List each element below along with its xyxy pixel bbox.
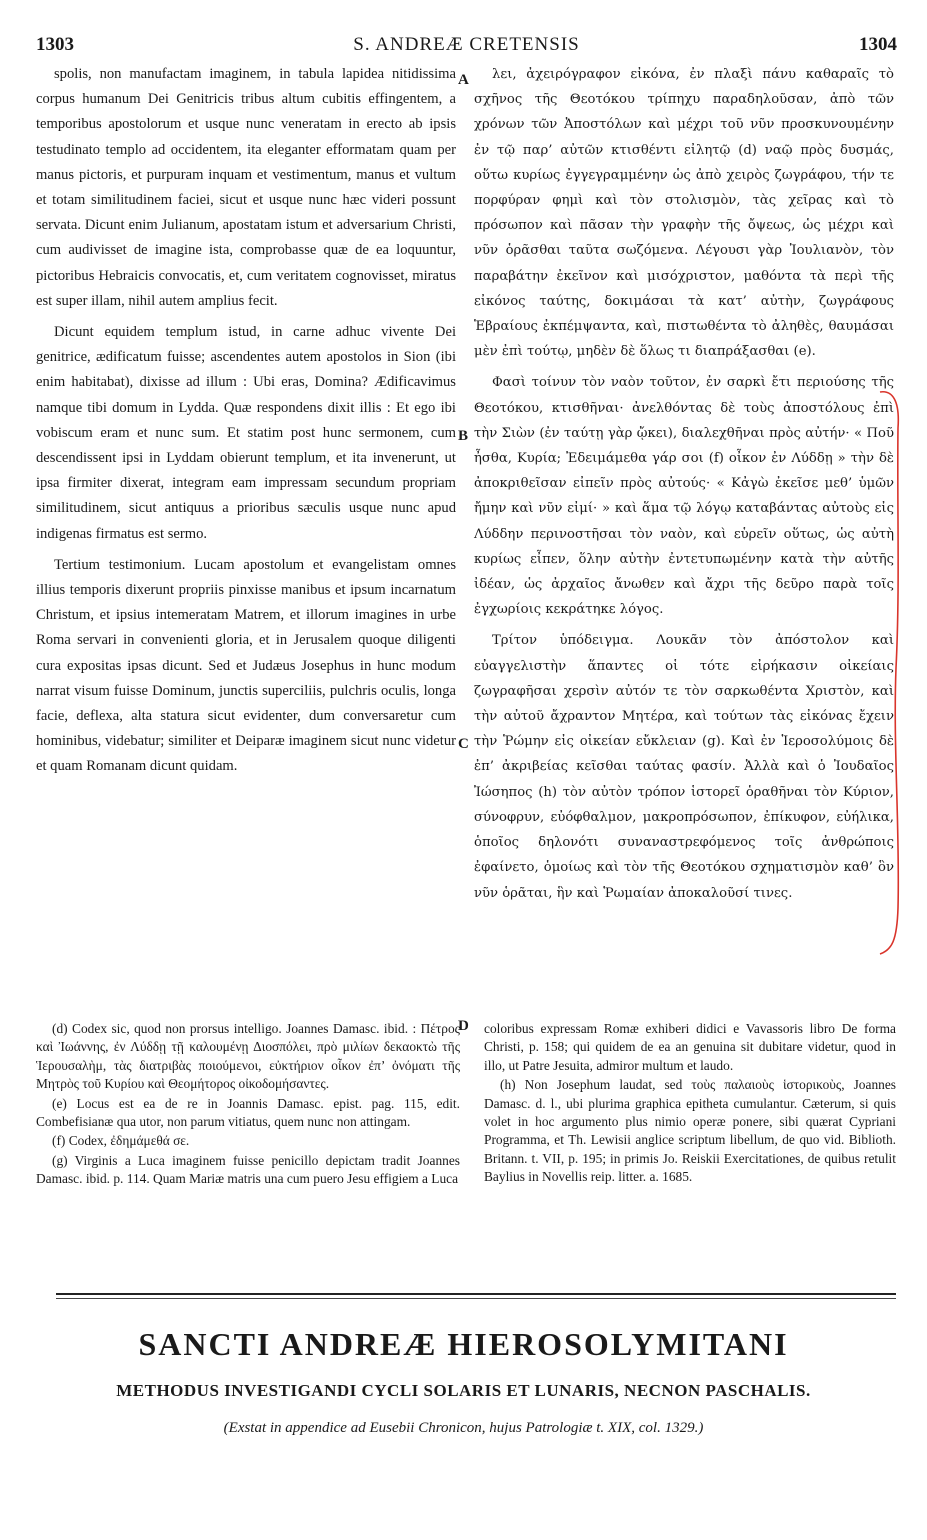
margin-letter-b: B xyxy=(458,428,469,444)
greek-paragraph: λει, ἀχειρόγραφον εἰκόνα, ἐν πλαξὶ πάνυ καθαραῖς τὸ σχῆνος τῆς Θεοτόκου τρίπηχυ παραδηλοῦσαν, ἀπὸ τῶν χρόνων τῶν Ἀποστόλων καὶ μέχρι τοῦ νῦν προσκυνουμένην ἐν τῷ παρ’ αὐτῶν κτισθέντι εἰλητῷ (d) ναῷ πρὸς δυσμάς, οὕτω κυρίως ἐγγεγραμμένην ὡς ἀπὸ χειρὸς ζωγράφου, τήν τε πορφύραν φημὶ καὶ τὸν στολισμὸν, τὰς χεῖρας καὶ τὸ πρόσωπον καὶ πᾶσαν τὴν γραφὴν τῆς ὄψεως, ὡς μέχρι καὶ νῦν ὁρᾶσθαι ταῦτα σωζόμενα. Λέγουσι γὰρ Ἰουλιανὸν, τὸν παραβάτην ἐκεῖνον καὶ μισόχριστον, μαθόντα τὰ περὶ τῆς εἰκόνος ταύτης, δοκιμάσαι τὰ κατ’ αὐτὴν, ζωγράφους Ἑβραίους ἐκπέμψαντα, καὶ, πιστωθέντα τὸ ἀληθὲς, θαυμάσαι μὲν ἐπὶ τούτῳ, μηδὲν δὲ ὅλως τι διαπράξασθαι (e). xyxy=(474,67,894,360)
section-divider xyxy=(56,1293,896,1295)
greek-column xyxy=(474,62,894,906)
margin-letter-a: A xyxy=(458,72,469,88)
margin-letter-d: D xyxy=(458,1018,469,1034)
footnote: (f) Codex, ἐδημάμεθά σε. xyxy=(52,1133,190,1149)
section-source-note: (Exstat in appendice ad Eusebii Chronicon, hujus Patrologiæ t. XIX, col. 1329.) xyxy=(223,1420,704,1436)
footnote: (d) Codex sic, quod non prorsus intelligo. Joannes Damasc. ibid. : Πέτρος καὶ Ἰωάννης, ἐν Λύδδῃ τῇ καλουμένῃ Διοσπόλει, πρὸ μιλίων δεκαοκτὼ τῆς Ἱερουσαλὴμ, τὰς διατριβὰς ποιούμενοι, εὐκτήριον οἶκον ἐπ’ ὀνόματι τῆς Μητρὸς τοῦ Κυρίου καὶ Θεομήτορος οἰκοδομήσαντες. xyxy=(36,1021,460,1092)
running-title: S. ANDREÆ CRETENSIS xyxy=(353,34,580,55)
red-bracket-annotation xyxy=(878,388,908,958)
margin-letter-c: C xyxy=(458,736,469,752)
column-number-left: 1303 xyxy=(36,34,74,55)
running-header xyxy=(36,34,897,60)
footnote: coloribus expressam Romæ exhiberi didici e Vavassoris libro De forma Christi, p. 158; qui quidem de ea an genuina sit dubitare videtur, quod in illo, ut Patre Jesuita, admiror multum et laudo. xyxy=(484,1021,896,1073)
latin-paragraph: Tertium testimonium. Lucam apostolum et evangelistam omnes illius temporis dixerunt propriis pinxisse manibus et ipsum incarnatum Christum, et ipsius intemeratam Matrem, et illorum imagines in urbe Roma servari in convenienti gloria, et in Jerusalem quoque diligenti cura expositas ipsas dicunt. Sed et Judæus Josephus in hunc modum narrat visum fuisse Dominum, junctis superciliis, pulchris oculis, longa facie, deflexa, alta statura sicut evidenter, dum conversaretur cum hominibus, videbatur; similiter et Deiparæ imaginem sicut nunc videtur et quam Romanam dicunt quidam. xyxy=(36,556,456,775)
latin-paragraph: spolis, non manufactam imaginem, in tabula lapidea nitidissima corpus humanum Dei Genitricis tribus altum cubitis effingentem, a temporibus apostolorum et usque nunc veneratam in erecto ab ipsis testudinato templo ad occidentem, ita eleganter efformatam quam per manus pictoris, et purpuram inquam et vestimentum, manus et vultum et totam similitudinem faciei, sicut et usque nunc hæc videri possunt servata. Dicunt enim Julianum, apostatam istum et adversarium Christi, cum audivisset de imagine ista, comprobasse quæ de ea loquuntur, pictoribus Hebraicis convocatis, et, cum veritatem cognovisset, miratus est super illam, nihil autem amplius fecit. xyxy=(36,66,456,309)
column-number-right: 1304 xyxy=(859,34,897,55)
section-subtitle: METHODUS INVESTIGANDI CYCLI SOLARIS ET LUNARIS, NECNON PASCHALIS. xyxy=(116,1381,811,1400)
footnote: (e) Locus est ea de re in Joannis Damasc. epist. pag. 115, edit. Combefisianæ qua utor, non parum vitiatus, quem nunc non attingam. xyxy=(36,1095,460,1130)
greek-paragraph: Φασὶ τοίνυν τὸν ναὸν τοῦτον, ἐν σαρκὶ ἔτι περιούσης τῆς Θεοτόκου, κτισθῆναι· ἀνελθόντας δὲ τοὺς ἀποστόλους ἐπὶ τὴν Σιὼν (ἐν ταύτῃ γὰρ ᾤκει), διαλεχθῆναι πρὸς αὐτήν· « Ποῦ ἦσθα, Κυρία; Ἐδειμάμεθα γάρ σοι (f) οἶκον ἐν Λύδδῃ » τὴν δὲ ἀποκριθεῖσαν εἰπεῖν πρὸς αὐτούς· « Κἀγὼ ἐκεῖσε μεθ’ ὑμῶν ἤμην καὶ νῦν εἰμί· » καὶ ἅμα τῷ λόγῳ καταβάντας αὐτοὺς εἰς Λύδδην περινοστῆσαι τὸν ναὸν, καὶ εὑρεῖν οὕτως, ὡς αὐτὴ κυρίως εἶπεν, ὅλην αὐτὴν ἐντετυπωμένην κατὰ τὴν αὐτῆς ἰδέαν, ὡς ἀρχαῖος ἄνωθεν καὶ ἄχρι τῆς δεῦρο παρὰ τοῖς ἐγχωρίοις κεκράτηκε λόγος. xyxy=(474,375,894,618)
footnote: (h) Non Josephum laudat, sed τοὺς παλαιοὺς ἱστορικοὺς, Joannes Damasc. d. l., ubi plurima graphica epitheta cumulantur. Cæterum, si quis volet in hoc argumento plus nimio operæ ponere, sibi quærat Cypriani Programma, et Th. Lewisii anglice scriptum libellum, de quo vid. Biblioth. Britann. t. VII, p. 195; in primis Jo. Reiskii Exercitationes, de quibus retulit Baylius in Novellis reip. litter. a. 1685. xyxy=(484,1077,896,1185)
greek-paragraph: Τρίτον ὑπόδειγμα. Λουκᾶν τὸν ἀπόστολον καὶ εὐαγγελιστὴν ἅπαντες οἱ τότε εἰρήκασιν οἰκείαις ζωγραφῆσαι χερσὶν αὐτόν τε τὸν σαρκωθέντα Χριστὸν, καὶ τὴν αὐτοῦ ἄχραντον Μητέρα, καὶ τούτων τὰς εἰκόνας ἔχειν τὴν Ῥώμην εἰς οἰκείαν εὔκλειαν (g). Καὶ ἐν Ἱεροσολύμοις δὲ ἐπ’ ἀκριβείας κεῖσθαι ταύτας φασίν. Ἀλλὰ καὶ ὁ Ἰουδαῖος Ἰώσηπος (h) τὸν αὐτὸν τρόπον ἱστορεῖ ὁραθῆναι τὸν Κύριον, σύνοφρυν, εὐόφθαλμον, μακροπρόσωπον, ἐπίκυφον, εὐήλικα, ὁποῖος δηλονότι συναναστρεφόμενος τοῖς ἀνθρώποις ἐφαίνετο, ὁμοίως καὶ τὸν τῆς Θεοτόκου σχηματισμὸν καθ’ ὃν νῦν ὁρᾶται, ἣν καὶ Ῥωμαίαν ἀποκαλοῦσί τινες. xyxy=(474,633,894,901)
latin-column xyxy=(36,62,456,780)
footnotes-right xyxy=(484,1020,896,1188)
footnotes-left xyxy=(36,1020,460,1190)
section-title: SANCTI ANDREÆ HIEROSOLYMITANI xyxy=(138,1326,789,1362)
latin-paragraph: Dicunt equidem templum istud, in carne adhuc vivente Dei genitrice, ædificatum fuisse; ascendentes autem apostolos in Sion (ibi enim habitabat), dixisse ad illum : Ubi eras, Domina? Ædificavimus namque tibi domum in Lydda. Quæ respondens dixit illis : Et ego ibi vobiscum eram et nunc sum. Et statim post hunc sermonem, cum descendissent ipsi in Lyddam obierunt templum, et ita invenerunt, ut ipsa firmiter dixerat, integram eam impressam secundum propriam similitudinem, sicut antiquus a prioribus sæculis usque nunc apud indigenas firmatus est sermo. xyxy=(36,324,456,542)
footnote: (g) Virginis a Luca imaginem fuisse penicillo depictam tradit Joannes Damasc. ibid. p. 114. Quam Mariæ matris una cum puero Jesu effigiem a Luca xyxy=(36,1152,460,1187)
section-divider-thin xyxy=(56,1298,896,1299)
